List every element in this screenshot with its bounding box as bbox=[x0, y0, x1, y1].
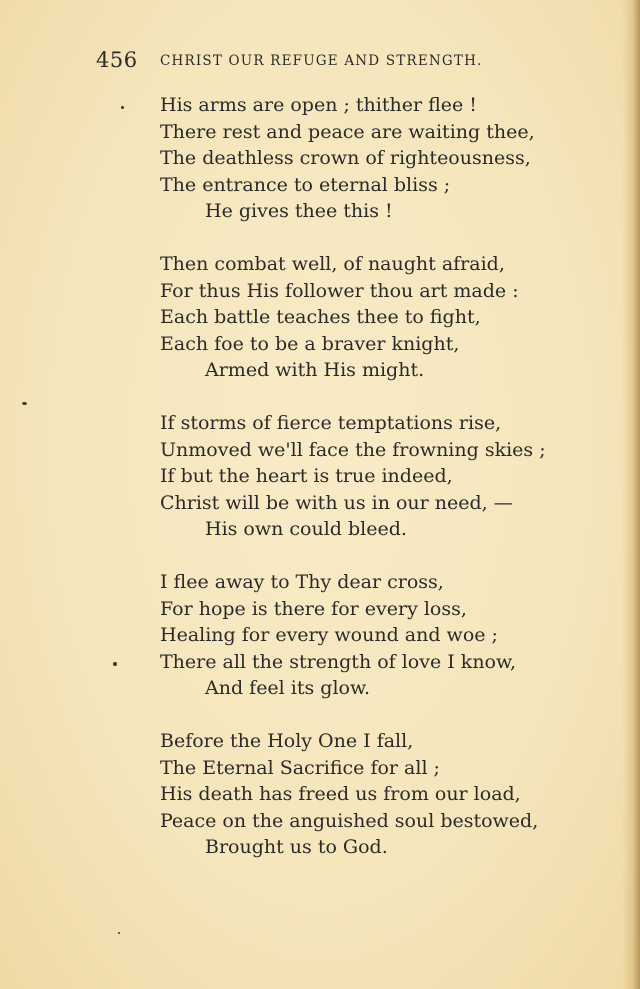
poem-line: There rest and peace are waiting thee, bbox=[160, 120, 535, 143]
poem-line: His arms are open ; thither flee ! bbox=[160, 94, 477, 116]
poem-line: Healing for every wound and woe ; bbox=[160, 624, 498, 646]
running-title: CHRIST OUR REFUGE AND STRENGTH. bbox=[160, 53, 483, 69]
poem-line: For hope is there for every loss, bbox=[160, 597, 467, 620]
ink-speck bbox=[22, 402, 27, 405]
poem-line: Each battle teaches thee to fight, bbox=[160, 306, 481, 328]
poem-line: Peace on the anguished soul bestowed, bbox=[160, 809, 539, 832]
poem-refrain: And feel its glow. bbox=[205, 677, 371, 699]
poem-line: Christ will be with us in our need, — bbox=[160, 491, 513, 514]
poem-line: The Eternal Sacrifice for all ; bbox=[160, 756, 440, 779]
poem-line: For thus His follower thou art made : bbox=[160, 279, 519, 302]
poem-line: The entrance to eternal bliss ; bbox=[160, 173, 451, 196]
poem-line: Before the Holy One I fall, bbox=[160, 730, 414, 752]
stanza bbox=[160, 569, 560, 702]
poem-refrain: Armed with His might. bbox=[205, 359, 425, 381]
stanza bbox=[160, 728, 560, 861]
poem-line: I flee away to Thy dear cross, bbox=[160, 571, 444, 593]
stanza bbox=[160, 251, 560, 384]
poem-line: Unmoved we'll face the frowning skies ; bbox=[160, 438, 546, 461]
poem-line: Each foe to be a braver knight, bbox=[160, 332, 460, 355]
page-edge-shadow bbox=[622, 0, 640, 989]
poem-line: There all the strength of love I know, bbox=[160, 650, 517, 673]
ink-speck bbox=[121, 106, 124, 109]
poem-refrain: Brought us to God. bbox=[205, 836, 388, 858]
poem bbox=[160, 92, 560, 887]
ink-speck bbox=[113, 662, 117, 666]
poem-line: His death has freed us from our load, bbox=[160, 783, 521, 805]
stanza bbox=[160, 410, 560, 543]
poem-refrain: His own could bleed. bbox=[205, 518, 407, 540]
poem-line: If but the heart is true indeed, bbox=[160, 465, 453, 487]
poem-line: If storms of fierce temptations rise, bbox=[160, 412, 502, 434]
ink-speck bbox=[118, 932, 120, 934]
poem-refrain: He gives thee this ! bbox=[205, 200, 393, 222]
page-number: 456 bbox=[96, 48, 138, 72]
stanza bbox=[160, 92, 560, 225]
page-header bbox=[96, 48, 536, 76]
poem-line: Then combat well, of naught afraid, bbox=[160, 253, 505, 275]
poem-line: The deathless crown of righteousness, bbox=[160, 147, 531, 169]
